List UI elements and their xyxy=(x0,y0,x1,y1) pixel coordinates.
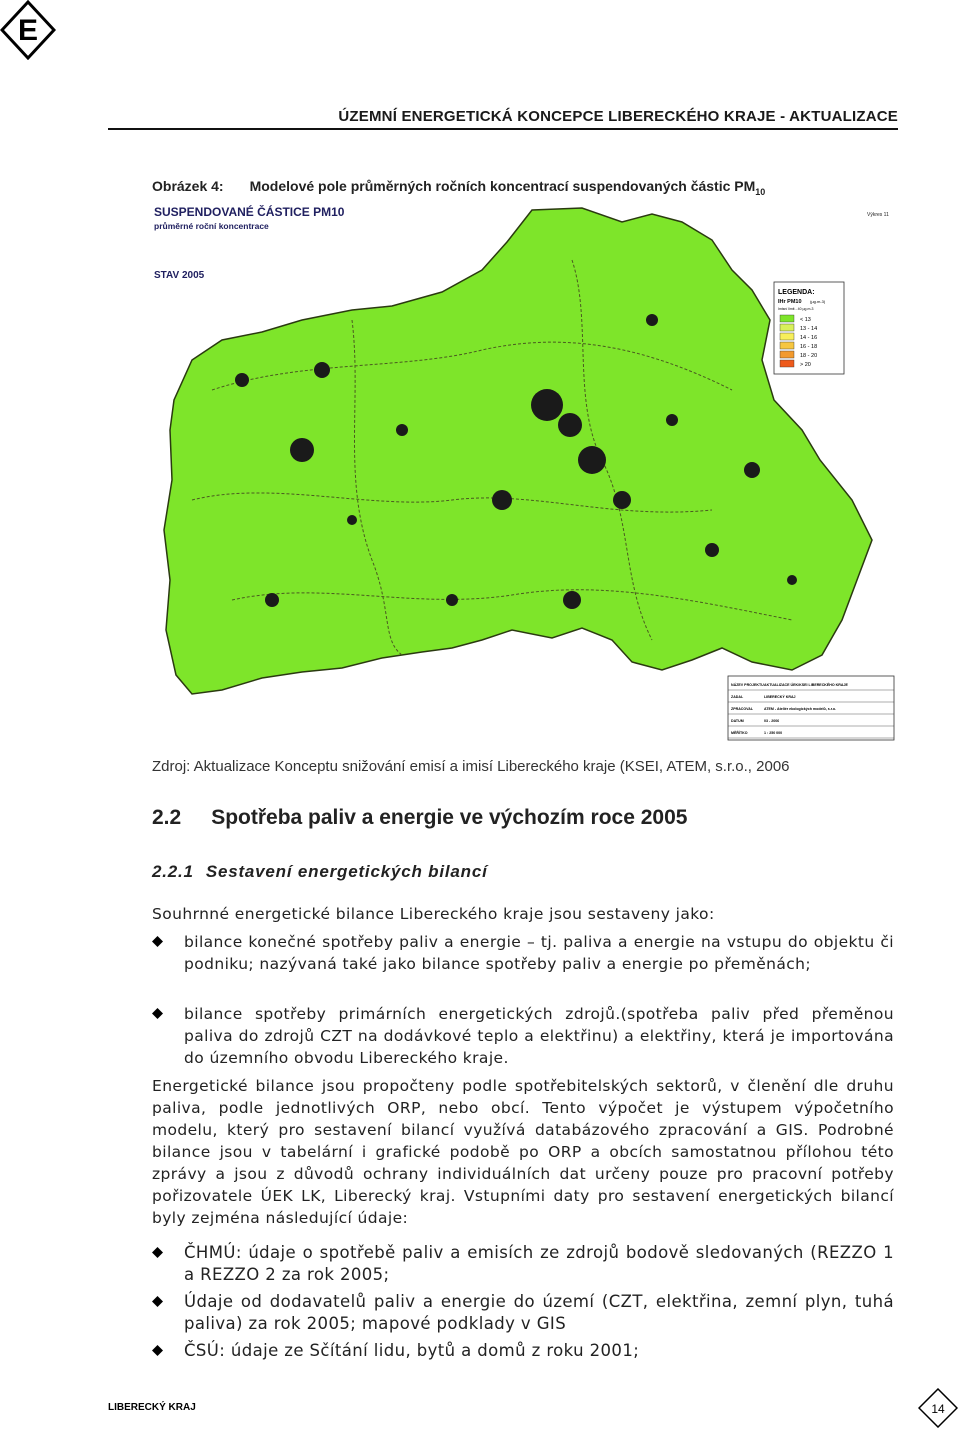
list-item-text: bilance spotřeby primárních energetických zdrojů.(spotřeba paliv před přeměnou paliva do zdrojů CZT na dodávkové teplo a elektřinu) a elektřiny, která je importována do územního obvodu Libereckého kraje. xyxy=(184,1005,894,1067)
legend-swatch xyxy=(780,360,794,367)
map-subtitle: průměrné roční koncentrace xyxy=(154,221,269,231)
legend-swatch xyxy=(780,315,794,322)
list-item xyxy=(152,1242,894,1286)
title-block-key: ZPRACOVAL xyxy=(731,707,754,711)
title-block-value: ATEM - Ateliér ekologických modelů, s.r.o. xyxy=(764,707,837,711)
legend-label: > 20 xyxy=(800,362,811,368)
title-block-value: AKTUALIZACE ÚEK/KSEI LIBERECKÉHO KRAJE xyxy=(764,683,848,687)
footer-organization: LIBERECKÝ KRAJ xyxy=(108,1402,196,1413)
figure-source: Zdroj: Aktualizace Konceptu snižování emisí a imisí Libereckého kraje (KSEI, ATEM, s.r.o., 2006 xyxy=(152,758,790,775)
section-heading xyxy=(152,806,687,830)
legend-swatch xyxy=(780,324,794,331)
list-item xyxy=(152,931,894,975)
legend-limit: Imisní limit - 40 µg.m-3 xyxy=(778,307,814,311)
legend-label: < 13 xyxy=(800,317,811,323)
legend-swatch xyxy=(780,351,794,358)
diamond-bullet-icon xyxy=(152,1247,163,1258)
list-item xyxy=(152,1340,894,1362)
legend-label: 13 - 14 xyxy=(800,326,818,332)
subsection-heading xyxy=(152,862,488,882)
title-block-key: NÁZEV PROJEKTU xyxy=(731,683,764,687)
legend-swatch xyxy=(780,333,794,340)
figure-caption-text: Modelové pole průměrných ročních koncentrací suspendovaných částic PM xyxy=(249,178,756,194)
map-title: SUSPENDOVANÉ ČÁSTICE PM10 xyxy=(154,205,345,219)
list-item xyxy=(152,1291,894,1335)
figure-caption-subscript: 10 xyxy=(755,186,766,197)
map-state-label: STAV 2005 xyxy=(154,270,205,281)
page-number: 14 xyxy=(931,1402,945,1416)
logo-letter: E xyxy=(17,14,39,47)
subsection-number: 2.2.1 xyxy=(152,862,194,881)
figure-label: Obrázek 4: xyxy=(152,178,224,194)
title-block-value: 03 - 2006 xyxy=(764,719,780,723)
section-title: Spotřeba paliv a energie ve výchozím roce 2005 xyxy=(211,806,688,829)
figure-caption xyxy=(152,178,765,197)
header-rule xyxy=(108,128,898,130)
page-header-title: ÚZEMNÍ ENERGETICKÁ KONCEPCE LIBERECKÉHO KRAJE - AKTUALIZACE xyxy=(338,108,898,125)
body-paragraph: Energetické bilance jsou propočteny podle spotřebitelských sektorů, v členění dle druhu paliva, podle jednotlivých ORP, nebo obcí. Tento výpočet je výstupem výpočetního modelu, který pro sestavení bilancí využívá databázového zpracování a GIS. Podrobné bilance jsou v tabelární i grafické podobě po ORP a obcích samostatnou přílohou této zprávy a jsou z důvodů ochrany individuálních dat určeny pouze pro pracovní potřeby pořizovatele ÚEK LK, Liberecký kraj. Vstupními daty pro sestavení energetických bilancí byly zejména následující údaje: xyxy=(152,1077,894,1227)
diamond-bullet-icon xyxy=(152,1008,163,1019)
legend-title: LEGENDA: xyxy=(778,289,815,296)
list-item-text: bilance konečné spotřeby paliv a energie – tj. paliva a energie na vstupu do objektu či podniku; nazývaná také jako bilance spotřeby paliv a energie po přeměnách; xyxy=(184,933,894,973)
diamond-bullet-icon xyxy=(152,1296,163,1307)
map-title-block xyxy=(728,676,894,740)
legend-unit: (µg.m-3) xyxy=(810,299,826,304)
diamond-bullet-icon xyxy=(152,936,163,947)
logo-icon xyxy=(0,0,56,60)
map-vykres-label: Výkres 11 xyxy=(867,212,889,218)
list-item xyxy=(152,1003,894,1069)
title-block-key: MĚŘÍTKO xyxy=(731,731,748,735)
title-block-key: DATUM xyxy=(731,719,744,723)
map-legend xyxy=(774,282,844,374)
section-number: 2.2 xyxy=(152,806,182,829)
pm10-concentration-map xyxy=(152,200,896,742)
list-item-text: ČHMÚ: údaje o spotřebě paliv a emisích ze zdrojů bodově sledovaných (REZZO 1 a REZZO 2 za rok 2005; xyxy=(184,1243,894,1284)
subsection-title: Sestavení energetických bilancí xyxy=(205,862,488,881)
intro-paragraph: Souhrnné energetické bilance Libereckého kraje jsou sestaveny jako: xyxy=(152,905,715,923)
legend-swatch xyxy=(780,342,794,349)
diamond-bullet-icon xyxy=(152,1345,163,1356)
title-block-value: 1 : 250 000 xyxy=(764,731,783,735)
legend-subtitle: IHr PM10 xyxy=(778,299,802,305)
list-item-text: Údaje od dodavatelů paliv a energie do území (CZT, elektřina, zemní plyn, tuhá paliva) za rok 2005; mapové podklady v GIS xyxy=(184,1292,894,1333)
page-number-badge xyxy=(918,1388,958,1428)
legend-label: 18 - 20 xyxy=(800,353,818,359)
legend-label: 14 - 16 xyxy=(800,335,818,341)
title-block-value: LIBERECKÝ KRAJ xyxy=(764,695,796,699)
title-block-key: ZADAL xyxy=(731,695,744,699)
legend-label: 16 - 18 xyxy=(800,344,818,350)
list-item-text: ČSÚ: údaje ze Sčítání lidu, bytů a domů z roku 2001; xyxy=(184,1341,640,1360)
